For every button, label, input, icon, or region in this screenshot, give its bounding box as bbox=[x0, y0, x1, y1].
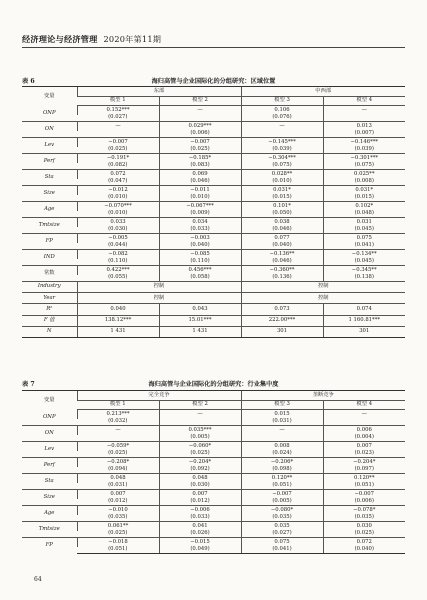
coef: 0.035 bbox=[241, 522, 323, 531]
std-err: (0.075) bbox=[323, 163, 405, 170]
std-err: (0.044) bbox=[108, 242, 128, 249]
std-err: (0.026) bbox=[159, 531, 241, 538]
var-name: ONP bbox=[42, 109, 56, 116]
stat-value: 0.073 bbox=[241, 304, 323, 315]
std-err: (0.098) bbox=[241, 467, 323, 474]
table-row bbox=[22, 138, 405, 147]
coef: −0.007 bbox=[77, 138, 159, 147]
coef: — bbox=[323, 106, 405, 115]
table-row-se bbox=[22, 419, 405, 426]
coef: 0.213*** bbox=[77, 410, 159, 419]
table-row bbox=[22, 170, 405, 179]
std-err: (0.040) bbox=[323, 547, 405, 554]
coef: −0.208* bbox=[77, 458, 159, 467]
std-err: (0.025) bbox=[159, 147, 241, 154]
table6-title: 海归高管与企业国际化的分组研究：区域位置 bbox=[151, 78, 276, 85]
std-err: (0.110) bbox=[108, 258, 128, 265]
coef: 0.007 bbox=[323, 442, 405, 451]
std-err bbox=[323, 115, 405, 122]
std-err: (0.040) bbox=[159, 243, 241, 250]
coef: 0.072 bbox=[77, 170, 159, 179]
var-name: Age bbox=[22, 202, 77, 218]
table-row-se bbox=[22, 163, 405, 170]
std-err: (0.075) bbox=[241, 163, 323, 170]
table-row-se bbox=[22, 515, 405, 522]
table-row-se bbox=[22, 467, 405, 474]
std-err: (0.097) bbox=[323, 467, 405, 474]
table-row bbox=[22, 410, 405, 419]
table-row-se bbox=[22, 147, 405, 154]
coef: 0.028** bbox=[241, 170, 323, 179]
coef: −0.018 bbox=[77, 538, 159, 547]
coef: −0.145*** bbox=[241, 138, 323, 147]
coef: −0.003 bbox=[159, 234, 241, 243]
group-header: 东部 bbox=[77, 87, 241, 97]
std-err: (0.004) bbox=[323, 435, 405, 442]
std-err: (0.032) bbox=[108, 418, 128, 425]
std-err: (0.055) bbox=[108, 274, 128, 281]
coef: 0.075 bbox=[241, 538, 323, 547]
std-err: (0.040) bbox=[241, 243, 323, 250]
std-err: (0.015) bbox=[241, 195, 323, 202]
table6-number: 表 6 bbox=[22, 78, 35, 85]
std-err: (0.041) bbox=[241, 547, 323, 554]
coef: −0.067*** bbox=[159, 202, 241, 211]
table7 bbox=[22, 390, 405, 554]
stat-value: 1 431 bbox=[77, 326, 159, 337]
var-name: Tmtsize bbox=[22, 522, 77, 538]
var-name: Size bbox=[22, 186, 77, 202]
coef: 0.069 bbox=[159, 170, 241, 179]
coef: −0.204* bbox=[159, 458, 241, 467]
std-err: (0.094) bbox=[108, 466, 128, 473]
std-err: (0.030) bbox=[159, 483, 241, 490]
var-name: Age bbox=[22, 506, 77, 522]
coef: 0.041 bbox=[159, 522, 241, 531]
journal-header bbox=[22, 34, 405, 48]
std-err: (0.025) bbox=[323, 531, 405, 538]
table7-caption bbox=[22, 379, 405, 388]
group-header: 垄断竞争 bbox=[241, 391, 405, 401]
table-row-se bbox=[22, 483, 405, 490]
coef: 0.075 bbox=[323, 234, 405, 243]
table-row bbox=[22, 266, 405, 275]
std-err: (0.138) bbox=[323, 275, 405, 282]
group-header: 完全竞争 bbox=[77, 391, 241, 401]
std-err: (0.035) bbox=[108, 514, 128, 521]
table-row bbox=[22, 186, 405, 195]
table-row-se bbox=[22, 179, 405, 186]
coef: 0.031 bbox=[323, 218, 405, 227]
coef: −0.070*** bbox=[77, 202, 159, 211]
coef: 0.422*** bbox=[77, 266, 159, 275]
var-name: Perf bbox=[22, 154, 77, 170]
table-row-se bbox=[22, 275, 405, 282]
table-row bbox=[22, 522, 405, 531]
coef: −0.082 bbox=[77, 250, 159, 259]
std-err: (0.046) bbox=[241, 259, 323, 266]
table-row bbox=[22, 442, 405, 451]
std-err: (0.024) bbox=[241, 451, 323, 458]
coef: 0.025** bbox=[323, 170, 405, 179]
std-err: (0.092) bbox=[159, 467, 241, 474]
table-row bbox=[22, 122, 405, 131]
coef: 0.013 bbox=[323, 122, 405, 131]
table-row bbox=[22, 490, 405, 499]
table-row bbox=[22, 458, 405, 467]
coef: −0.007 bbox=[159, 138, 241, 147]
coef: 0.007 bbox=[77, 490, 159, 499]
coef: 0.120** bbox=[241, 474, 323, 483]
coef: 0.006 bbox=[323, 426, 405, 435]
std-err: (0.046) bbox=[159, 179, 241, 186]
model-header: 模型 1 bbox=[77, 400, 159, 410]
coef: −0.185* bbox=[159, 154, 241, 163]
std-err: (0.076) bbox=[241, 115, 323, 122]
std-err bbox=[77, 131, 159, 138]
std-err: (0.039) bbox=[323, 147, 405, 154]
coef: — bbox=[159, 106, 241, 115]
std-err bbox=[159, 419, 241, 426]
var-name: FP bbox=[22, 234, 77, 250]
table7-number: 表 7 bbox=[22, 381, 35, 388]
coef: −0.345** bbox=[323, 266, 405, 275]
std-err: (0.008) bbox=[323, 179, 405, 186]
model-header: 模型 1 bbox=[77, 96, 159, 106]
coef: −0.011 bbox=[159, 186, 241, 195]
std-err: (0.027) bbox=[241, 531, 323, 538]
var-name: N bbox=[22, 326, 77, 337]
std-err: (0.031) bbox=[241, 419, 323, 426]
coef: −0.080* bbox=[241, 506, 323, 515]
std-err: (0.023) bbox=[323, 451, 405, 458]
coef: −0.005 bbox=[77, 234, 159, 243]
coef: — bbox=[241, 426, 323, 435]
table-row-se bbox=[22, 211, 405, 218]
var-name: ONP bbox=[42, 413, 56, 420]
table-row-se bbox=[22, 547, 405, 554]
stat-value: 1 431 bbox=[159, 326, 241, 337]
std-err: (0.025) bbox=[108, 450, 128, 457]
table-row bbox=[22, 426, 405, 435]
std-err: (0.012) bbox=[159, 499, 241, 506]
table-row-se bbox=[22, 259, 405, 266]
table6 bbox=[22, 86, 405, 338]
var-name: Lev bbox=[22, 442, 77, 458]
table-row-se bbox=[22, 131, 405, 138]
var-name: Tmtsize bbox=[22, 218, 77, 234]
coef: 0.048 bbox=[159, 474, 241, 483]
std-err bbox=[77, 435, 159, 442]
page-number: 64 bbox=[34, 576, 42, 583]
std-err: (0.006) bbox=[323, 499, 405, 506]
std-err: (0.051) bbox=[77, 547, 159, 554]
model-header: 模型 2 bbox=[159, 400, 241, 410]
std-err bbox=[159, 115, 241, 122]
coef: −0.191* bbox=[77, 154, 159, 163]
std-err: (0.136) bbox=[241, 275, 323, 282]
coef: −0.059* bbox=[77, 442, 159, 451]
std-err: (0.041) bbox=[323, 243, 405, 250]
coef: −0.360** bbox=[241, 266, 323, 275]
coef: −0.206* bbox=[241, 458, 323, 467]
table-row-se bbox=[22, 451, 405, 458]
coef: 0.106 bbox=[241, 106, 323, 115]
coef: −0.204* bbox=[323, 458, 405, 467]
coef: 0.038 bbox=[241, 218, 323, 227]
model-header: 模型 2 bbox=[159, 96, 241, 106]
table-row-se bbox=[22, 531, 405, 538]
coef: 0.120** bbox=[323, 474, 405, 483]
std-err: (0.050) bbox=[241, 211, 323, 218]
std-err: (0.047) bbox=[108, 178, 128, 185]
table-row-se bbox=[22, 435, 405, 442]
std-err: (0.009) bbox=[159, 211, 241, 218]
var-name: FP bbox=[22, 538, 77, 554]
coef: −0.007 bbox=[323, 490, 405, 499]
std-err: (0.039) bbox=[241, 147, 323, 154]
std-err: (0.051) bbox=[323, 483, 405, 490]
std-err: (0.005) bbox=[159, 435, 241, 442]
coef: −0.301*** bbox=[323, 154, 405, 163]
coef: −0.078* bbox=[323, 506, 405, 515]
model-header: 模型 4 bbox=[323, 400, 405, 410]
model-header: 模型 3 bbox=[241, 400, 323, 410]
std-err: (0.046) bbox=[241, 227, 323, 234]
std-err: (0.025) bbox=[108, 146, 128, 153]
coef: 0.033 bbox=[77, 218, 159, 227]
coef: 0.015 bbox=[241, 410, 323, 419]
var-name: ON bbox=[22, 122, 77, 138]
coef: 0.029*** bbox=[159, 122, 241, 131]
stat-value: 0.074 bbox=[323, 304, 405, 315]
std-err: (0.035) bbox=[241, 515, 323, 522]
stat-value: 0.043 bbox=[159, 304, 241, 315]
std-err: (0.058) bbox=[159, 275, 241, 282]
table-row bbox=[22, 538, 405, 547]
coef: 0.008 bbox=[241, 442, 323, 451]
coef: −0.007 bbox=[241, 490, 323, 499]
std-err bbox=[241, 435, 323, 442]
std-err: (0.110) bbox=[159, 259, 241, 266]
stat-value: 0.040 bbox=[77, 304, 159, 315]
var-name: F 值 bbox=[22, 315, 77, 326]
control-flag: 控制 bbox=[77, 293, 241, 304]
std-err: (0.033) bbox=[159, 515, 241, 522]
std-err: (0.007) bbox=[323, 131, 405, 138]
coef: −0.146*** bbox=[323, 138, 405, 147]
std-err: (0.051) bbox=[241, 483, 323, 490]
var-name: 常数 bbox=[22, 266, 77, 282]
stat-value: 301 bbox=[323, 326, 405, 337]
coef: — bbox=[323, 410, 405, 419]
var-name: R² bbox=[22, 304, 77, 315]
coef: 0.061** bbox=[77, 522, 159, 531]
std-err: (0.012) bbox=[108, 498, 128, 505]
std-err: (0.010) bbox=[108, 210, 128, 217]
std-err: (0.005) bbox=[241, 499, 323, 506]
var-name: Year bbox=[22, 293, 77, 304]
table-row bbox=[22, 474, 405, 483]
table-row-se bbox=[22, 195, 405, 202]
var-header: 变量 bbox=[22, 87, 77, 106]
coef: — bbox=[241, 122, 323, 131]
coef: −0.136** bbox=[241, 250, 323, 259]
coef: 0.048 bbox=[77, 474, 159, 483]
std-err: (0.006) bbox=[159, 131, 241, 138]
table-row-se bbox=[22, 499, 405, 506]
table-row bbox=[22, 154, 405, 163]
std-err: (0.033) bbox=[159, 227, 241, 234]
var-header: 变量 bbox=[22, 391, 77, 410]
std-err bbox=[323, 419, 405, 426]
coef: −0.010 bbox=[77, 506, 159, 515]
model-header: 模型 4 bbox=[323, 96, 405, 106]
stat-value: 222.00*** bbox=[241, 315, 323, 326]
coef: 0.030 bbox=[323, 522, 405, 531]
table7-title: 海归高管与企业国际化的分组研究：行业集中度 bbox=[148, 381, 279, 388]
stat-value: 138.12*** bbox=[77, 315, 159, 326]
control-flag: 控制 bbox=[241, 293, 405, 304]
coef: 0.072 bbox=[323, 538, 405, 547]
model-header: 模型 3 bbox=[241, 96, 323, 106]
std-err: (0.010) bbox=[241, 179, 323, 186]
coef: 0.101* bbox=[241, 202, 323, 211]
std-err: (0.025) bbox=[108, 530, 128, 537]
table-row-se bbox=[22, 243, 405, 250]
coef: 0.152*** bbox=[77, 106, 159, 115]
coef: 0.031* bbox=[241, 186, 323, 195]
var-name: Lev bbox=[22, 138, 77, 154]
var-name: Perf bbox=[22, 458, 77, 474]
var-name: IND bbox=[22, 250, 77, 266]
var-name: ON bbox=[22, 426, 77, 442]
table-row bbox=[22, 250, 405, 259]
coef: 0.007 bbox=[159, 490, 241, 499]
table-row-se bbox=[22, 227, 405, 234]
var-name: Size bbox=[22, 490, 77, 506]
std-err: (0.015) bbox=[323, 195, 405, 202]
journal-issue: 2020年第11期 bbox=[103, 34, 162, 44]
std-err: (0.030) bbox=[108, 226, 128, 233]
coef: 0.102* bbox=[323, 202, 405, 211]
group-header: 中西部 bbox=[241, 87, 405, 97]
coef: −0.134** bbox=[323, 250, 405, 259]
table6-caption bbox=[22, 76, 405, 85]
control-flag: 控制 bbox=[241, 282, 405, 293]
std-err: (0.031) bbox=[108, 482, 128, 489]
stat-value: 301 bbox=[241, 326, 323, 337]
std-err bbox=[241, 131, 323, 138]
std-err: (0.048) bbox=[323, 211, 405, 218]
coef: −0.006 bbox=[159, 506, 241, 515]
std-err: (0.027) bbox=[108, 114, 128, 121]
coef: — bbox=[77, 122, 159, 131]
journal-name: 经济理论与经济管理 bbox=[22, 34, 98, 44]
table-row bbox=[22, 202, 405, 211]
coef: 0.456*** bbox=[159, 266, 241, 275]
coef: −0.060* bbox=[159, 442, 241, 451]
var-name: Sta bbox=[22, 474, 77, 490]
coef: 0.035*** bbox=[159, 426, 241, 435]
coef: −0.012 bbox=[77, 186, 159, 195]
control-flag: 控制 bbox=[77, 282, 241, 293]
table-row-se bbox=[22, 115, 405, 122]
table-row bbox=[22, 218, 405, 227]
std-err: (0.010) bbox=[108, 194, 128, 201]
std-err: (0.045) bbox=[323, 227, 405, 234]
coef: 0.031* bbox=[323, 186, 405, 195]
std-err: (0.049) bbox=[159, 547, 241, 554]
table-row bbox=[22, 506, 405, 515]
std-err: (0.082) bbox=[108, 162, 128, 169]
coef: 0.077 bbox=[241, 234, 323, 243]
coef: −0.015 bbox=[159, 538, 241, 547]
std-err: (0.025) bbox=[159, 451, 241, 458]
std-err: (0.045) bbox=[323, 259, 405, 266]
var-name: Sta bbox=[22, 170, 77, 186]
std-err: (0.010) bbox=[159, 195, 241, 202]
coef: −0.304*** bbox=[241, 154, 323, 163]
coef: — bbox=[77, 426, 159, 435]
coef: 0.034 bbox=[159, 218, 241, 227]
std-err: (0.035) bbox=[323, 515, 405, 522]
coef: — bbox=[159, 410, 241, 419]
stat-value: 1 160.81*** bbox=[323, 315, 405, 326]
coef: −0.085 bbox=[159, 250, 241, 259]
table-row bbox=[22, 234, 405, 243]
stat-value: 15.01*** bbox=[159, 315, 241, 326]
std-err: (0.083) bbox=[159, 163, 241, 170]
table-row bbox=[22, 106, 405, 115]
var-name: Industry bbox=[22, 282, 77, 293]
